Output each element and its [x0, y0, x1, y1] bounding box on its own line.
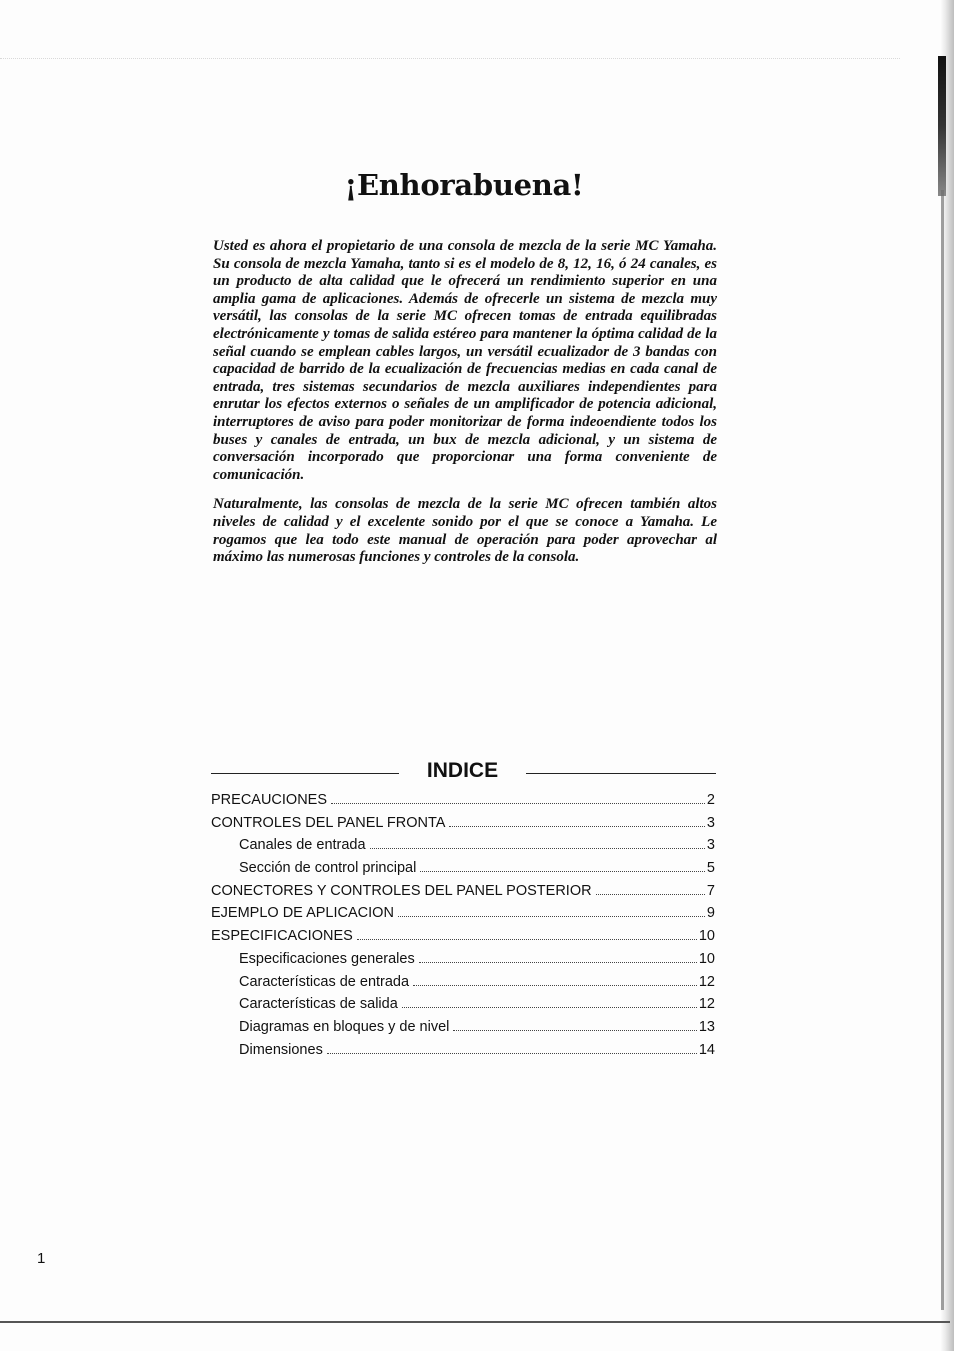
page-number: 1: [37, 1250, 46, 1267]
toc-entry: Características de entrada 12: [239, 973, 715, 990]
index-title: INDICE: [426, 759, 499, 782]
scan-binding-mark: [938, 56, 946, 196]
toc-entry: CONTROLES DEL PANEL FRONTA 3: [211, 814, 715, 831]
toc-entry: PRECAUCIONES 2: [211, 792, 715, 808]
toc-entry: ESPECIFICACIONES 10: [211, 928, 715, 945]
toc-entry: Características de salida 12: [239, 996, 715, 1013]
toc-entry: Canales de entrada 3: [239, 837, 715, 854]
scan-bottom-rule: [0, 1321, 950, 1323]
toc-entry: CONECTORES Y CONTROLES DEL PANEL POSTERIOR 7: [211, 882, 715, 899]
page-title: ¡Enhorabuena!: [344, 168, 584, 202]
intro-paragraph-2: Naturalmente, las consolas de mezcla de la serie MC ofrecen también altos niveles de calidad y el excelente sonido por el que se conoce a Yamaha. Le rogamos que lea todo este manual de operación para poder aprovechar al máximo las numerosas funciones y controles de la consola.: [213, 496, 717, 566]
toc-entry: EJEMPLO DE APLICACION 9: [211, 905, 715, 922]
toc-entry: Sección de control principal 5: [239, 860, 715, 877]
index-rule-right: [526, 773, 716, 774]
scan-binding-line: [941, 190, 944, 1310]
toc-entry: Diagramas en bloques y de nivel 13: [239, 1018, 715, 1035]
toc-entry: Dimensiones 14: [239, 1041, 715, 1058]
index-header: [211, 756, 717, 786]
table-of-contents: [211, 789, 715, 1061]
scan-dotted-line: [0, 58, 900, 60]
intro-paragraph-1: Usted es ahora el propietario de una consola de mezcla de la serie MC Yamaha. Su consola de mezcla Yamaha, tanto si es el modelo de 8, 12, 16, ó 24 canales, es un producto de alta calidad que le ofrecerá un rendimiento superior en una amplia gama de aplicaciones. Además de ofrecerle un sistema de mezcla muy versátil, las consolas de la serie MC ofrecen tomas de entrada equilibradas electrónicamente y tomas de salida estéreo para mantener la óptima calidad de la señal cuando se emplean cables largos, un versátil ecualizador de 3 bandas con capacidad de barrido de la ecualización de frecuencias medias en cada canal de entrada, tres sistemas secundarios de mezcla auxiliares independientes para enrutar los efectos externos o señales de un amplificador de potencia adicional, interruptores de aviso para poder monitorizar de forma indeoendiente todos los buses y canales de entrada, un bux de mezcla adicional, y un sistema de conversación incorporado que proporcionar una forma conveniente de comunicación.: [213, 238, 717, 483]
index-rule-left: [211, 773, 399, 774]
intro-text: [213, 238, 717, 579]
toc-entry: Especificaciones generales 10: [239, 950, 715, 967]
